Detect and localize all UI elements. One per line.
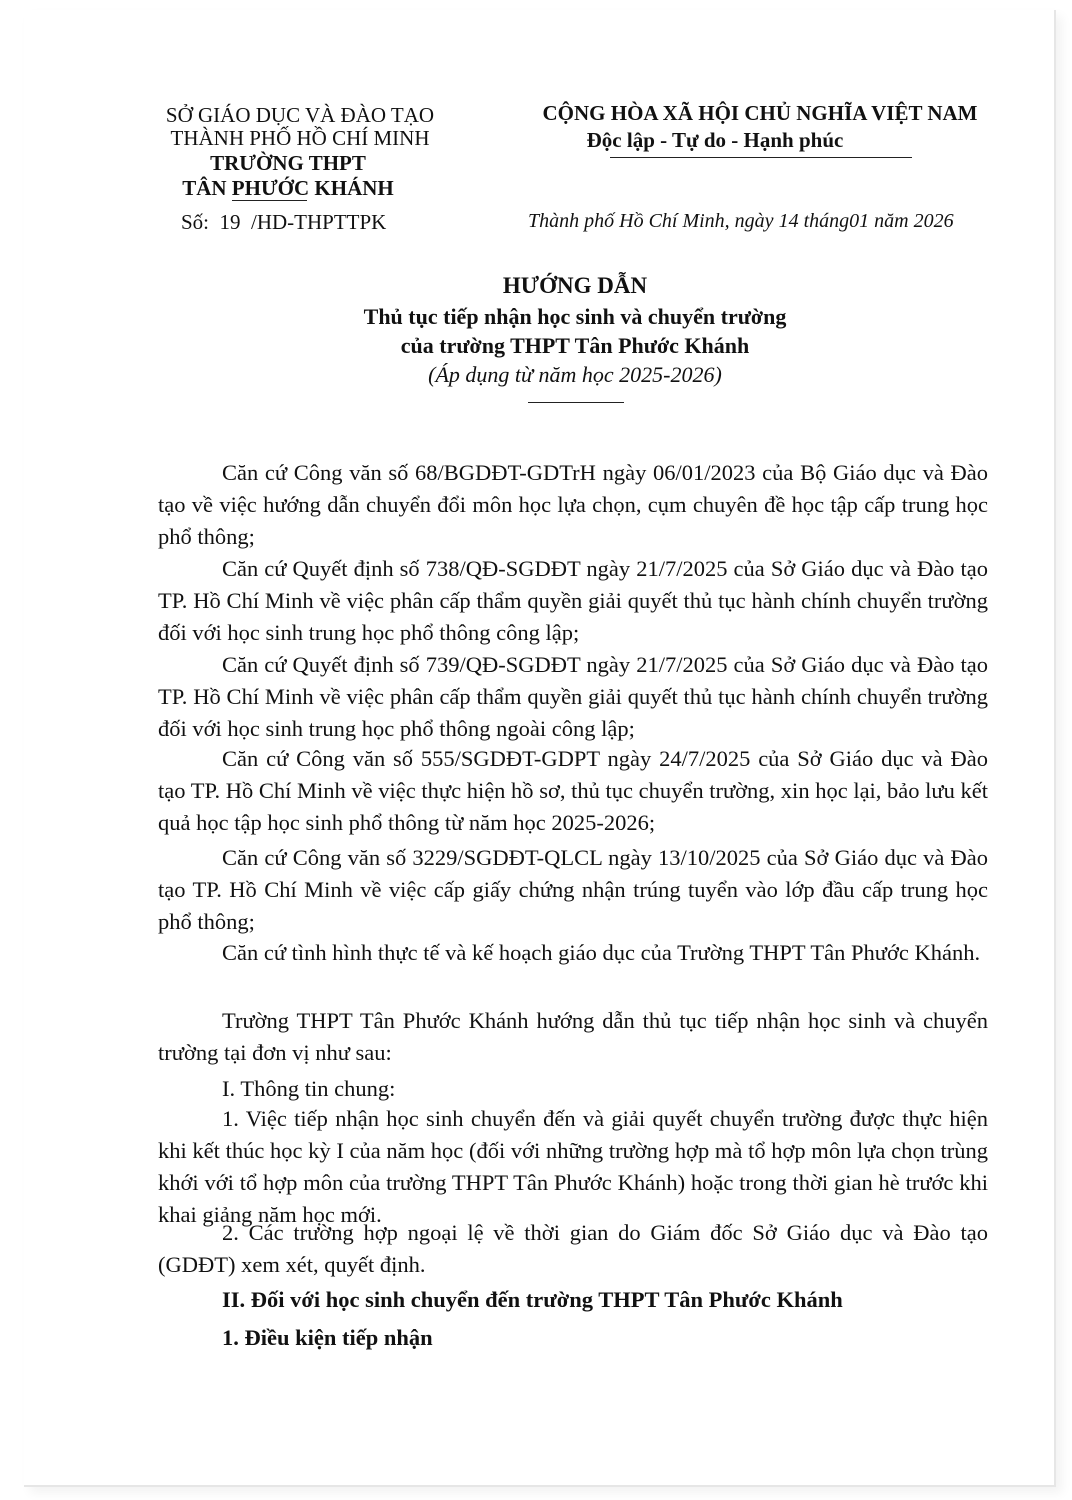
document-title: HƯỚNG DẪN	[502, 273, 648, 298]
section-2-sub-1: 1. Điều kiện tiếp nhận	[222, 1325, 433, 1350]
section-1-item-1: 1. Việc tiếp nhận học sinh chuyển đến và giải quyết chuyển trường được thực hiện khi kết thúc học kỳ I của năm học (đối với những trường hợp mà tổ hợp môn lựa chọn trùng khới với tổ hợp môn của trường THPT Tân Phước Khánh) hoặc trong thời gian hè trước khi khai giảng năm học mới.	[158, 1106, 988, 1227]
date-month: 01	[849, 210, 870, 232]
date-prefix: Thành phố Hồ Chí Minh, ngày	[528, 210, 774, 232]
section-1-heading: I. Thông tin chung:	[222, 1076, 396, 1101]
paragraph-basis-6: Căn cứ tình hình thực tế và kế hoạch giáo dục của Trường THPT Tân Phước Khánh.	[222, 940, 981, 965]
agency-name: SỞ GIÁO DỤC VÀ ĐÀO TẠO	[165, 103, 435, 127]
section-1-item-2: 2. Các trường hợp ngoại lệ về thời gian do Giám đốc Sở Giáo dục và Đào tạo (GDĐT) xem xét, quyết định.	[158, 1220, 988, 1277]
date-year: năm 2026	[874, 210, 954, 232]
agency-city: THÀNH PHỐ HỒ CHÍ MINH	[170, 126, 430, 150]
paragraph-basis-3: Căn cứ Quyết định số 739/QĐ-SGDĐT ngày 21/7/2025 của Sở Giáo dục và Đào tạo TP. Hồ Chí Minh về việc phân cấp thẩm quyền giải quyết thủ tục hành chính chuyển trường đối với học sinh trung học phổ thông ngoài công lập;	[158, 652, 988, 741]
date-day: 14	[778, 210, 799, 232]
school-underline	[232, 200, 307, 201]
number-suffix: /HD-THPTTPK	[251, 210, 387, 234]
number-value: 19	[219, 210, 241, 234]
national-motto: Độc lập - Tự do - Hạnh phúc	[586, 128, 844, 152]
section-2-heading: II. Đối với học sinh chuyển đến trường THPT Tân Phước Khánh	[222, 1287, 843, 1312]
document-applies: (Áp dụng từ năm học 2025-2026)	[428, 362, 722, 387]
date-month-label: tháng	[803, 210, 850, 232]
national-title: CỘNG HÒA XÃ HỘI CHỦ NGHĨA VIỆT NAM	[542, 101, 978, 125]
document-date	[528, 210, 954, 233]
document-subtitle-2: của trường THPT Tân Phước Khánh	[400, 333, 750, 358]
paragraph-basis-1: Căn cứ Công văn số 68/BGDĐT-GDTrH ngày 06/01/2023 của Bộ Giáo dục và Đào tạo về việc hướng dẫn chuyển đổi môn học lựa chọn, cụm chuyên đề học tập cấp trung học phổ thông;	[158, 460, 988, 549]
paragraph-intro: Trường THPT Tân Phước Khánh hướng dẫn thủ tục tiếp nhận học sinh và chuyển trường tại đơn vị như sau:	[158, 1008, 988, 1065]
school-name: TÂN PHƯỚC KHÁNH	[182, 176, 394, 200]
school-type: TRƯỜNG THPT	[210, 151, 366, 175]
document-number	[181, 210, 386, 235]
motto-underline	[610, 157, 912, 158]
title-rule	[528, 402, 624, 403]
number-prefix: Số:	[181, 210, 210, 234]
paragraph-basis-5: Căn cứ Công văn số 3229/SGDĐT-QLCL ngày 13/10/2025 của Sở Giáo dục và Đào tạo TP. Hồ Chí Minh về việc cấp giấy chứng nhận trúng tuyển vào lớp đầu cấp trung học phổ thông;	[158, 845, 988, 934]
paragraph-basis-2: Căn cứ Quyết định số 738/QĐ-SGDĐT ngày 21/7/2025 của Sở Giáo dục và Đào tạo TP. Hồ Chí Minh về việc phân cấp thẩm quyền giải quyết thủ tục hành chính chuyển trường đối với học sinh trung học phổ thông công lập;	[158, 556, 988, 645]
paragraph-basis-4: Căn cứ Công văn số 555/SGDĐT-GDPT ngày 24/7/2025 của Sở Giáo dục và Đào tạo TP. Hồ Chí Minh về việc thực hiện hồ sơ, thủ tục chuyển trường, xin học lại, bảo lưu kết quả học tập học sinh phổ thông từ năm học 2025-2026;	[158, 746, 988, 835]
document-subtitle-1: Thủ tục tiếp nhận học sinh và chuyển trường	[363, 304, 787, 329]
